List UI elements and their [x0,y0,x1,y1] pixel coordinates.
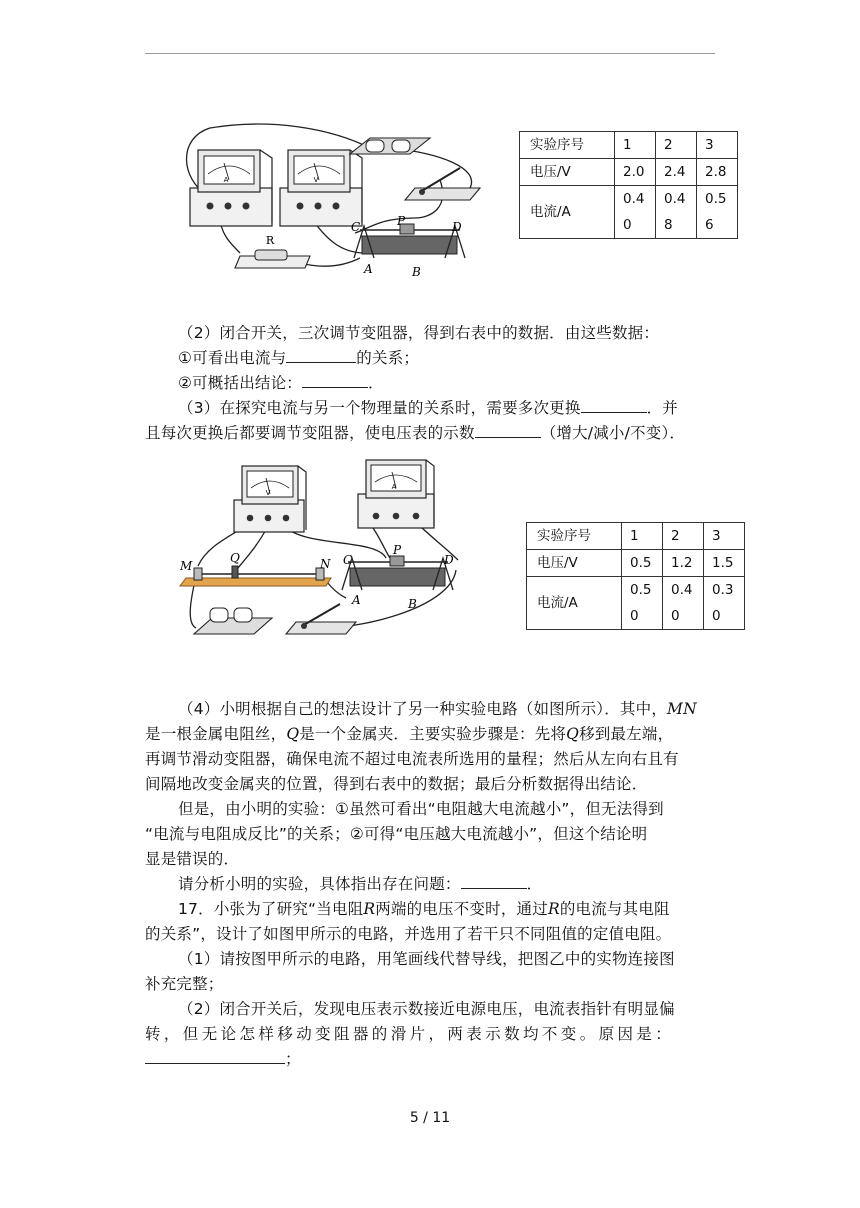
q4-line4: 间隔地改变金属夹的位置，得到右表中的数据；最后分析数据得出结论． [145,775,648,793]
battery-2 [194,608,272,634]
rheostat-1 [351,214,465,279]
q2-item2 [178,371,752,396]
q17-line1 [178,897,752,922]
q17-line1-text-c: 两端的电压不变时，通过 [375,900,548,918]
label-c-2: C [343,553,353,567]
q17-2-line3 [145,1047,719,1072]
data-table-1 [519,131,738,239]
label-b-2: B [408,597,417,611]
answer-blank[interactable] [581,396,647,413]
resistance-wire-mn [179,551,331,586]
table-cell: 0.40 [663,577,704,630]
table-cell: 1 [615,132,656,159]
q3-line2-text-a: 且每次更换后都要调节变阻器，使电压表的示数 [145,424,475,442]
ammeter-2 [358,460,434,528]
table-cell: 2.0 [615,159,656,186]
table-cell: 电流/A [527,577,622,630]
q3-line1-text-b: ．并 [646,399,678,417]
table-cell: 实验序号 [520,132,615,159]
q17-symbol-r-2: R [547,900,560,918]
q4-line3: 再调节滑动变阻器，确保电流不超过电流表所选用的量程；然后从左向右且有 [145,750,679,768]
rheostat-2 [342,543,454,611]
q2-item1-text-b: 的关系； [356,349,420,367]
label-a-1: A [364,262,373,276]
voltmeter-2 [234,466,306,532]
q17-2-line1: （2）闭合开关后，发现电压表示数接近电源电压，电流表指针有明显偏 [178,1000,675,1018]
label-m: M [180,559,193,573]
q17-line1-text-e: 的电流与其电阻 [559,900,670,918]
q2-item2-text-a: ②可概括出结论： [178,374,302,392]
voltmeter-1-label: V [313,176,319,184]
q17-line2: 的关系”，设计了如图甲所示的电路，并选用了若干只不同阻值的定值电阻。 [145,925,672,943]
ammeter-2-label: A [391,483,397,491]
label-r: R [265,234,275,247]
page-number: 5 / 11 [409,1110,451,1126]
answer-blank[interactable] [302,371,368,388]
q2-item1 [178,346,752,371]
voltmeter-1 [280,150,362,226]
q4-line2 [145,722,719,747]
table-cell: 0.50 [622,577,663,630]
table-cell: 0.30 [704,577,745,630]
table-cell: 2 [663,523,704,550]
q3-line1 [178,396,752,421]
q17-1-line1: （1）请按图甲所示的电路，用笔画线代替导线，把图乙中的实物连接图 [178,950,675,968]
data-table-2 [526,522,745,630]
voltmeter-2-label: V [265,489,271,497]
q4-line2-text-a: 是一根金属电阻丝， [145,725,287,743]
q6-line1-text-b: ． [526,875,543,893]
label-p-1: P [397,214,406,228]
q3-line2 [145,421,719,446]
q4-line2-text-e: 移到最左端， [579,725,674,743]
circuit-figure-2 [176,458,466,648]
q5-line3: 显是错误的． [145,850,240,868]
label-n: N [320,557,331,571]
q4-symbol-q-2: Q [566,725,580,743]
q4-line1-text-a: （4）小明根据自己的想法设计了另一种实验电路（如图所示）．其中， [178,700,668,718]
label-b-1: B [412,265,421,279]
table-cell: 1.2 [663,550,704,577]
q6-line1-text-a: 请分析小明的实验，具体指出存在问题： [178,875,461,893]
answer-blank[interactable] [286,346,356,363]
label-c-1: C [351,220,361,234]
table-cell: 1 [622,523,663,550]
table-cell: 电流/A [520,186,615,239]
q4-line1 [178,697,752,722]
table-row [527,577,745,630]
table-cell: 3 [697,132,738,159]
table-cell: 3 [704,523,745,550]
table-cell: 0.56 [697,186,738,239]
answer-blank[interactable] [475,421,541,438]
table-row [527,523,745,550]
q2-line1: （2）闭合开关，三次调节变阻器，得到右表中的数据．由这些数据： [178,324,660,342]
q17-2-line2: 转，但无论怎样移动变阻器的滑片，两表示数均不变。原因是： [145,1025,675,1043]
q4-symbol-mn: MN [667,700,697,718]
q2-item1-text-a: ①可看出电流与 [178,349,287,367]
q4-line2-text-c: 是一个金属夹．主要实验步骤是：先将 [299,725,567,743]
table-cell: 2.8 [697,159,738,186]
q17-symbol-r: R [363,900,376,918]
resistor-r-1 [235,234,310,268]
q17-2-line3-text-b: ； [285,1050,301,1068]
label-a-2: A [352,593,361,607]
q2-item2-text-b: ． [368,374,384,392]
q5-line2: “电流与电阻成反比”的关系；②可得“电压越大电流越小”，但这个结论明 [145,825,648,843]
label-q: Q [230,551,240,565]
table-cell: 2 [656,132,697,159]
label-d-1: D [452,220,462,234]
q17-line1-text-a: 17．小张为了研究“当电阻 [178,900,364,918]
ammeter-1-label: A [223,176,229,184]
q3-line1-text-a: （3）在探究电流与另一个物理量的关系时，需要多次更换 [178,399,581,417]
table-cell: 0.40 [615,186,656,239]
answer-blank[interactable] [145,1047,285,1064]
header-rule [145,53,715,54]
answer-blank[interactable] [461,872,527,889]
table-row [520,132,738,159]
circuit-figure-1 [180,118,490,283]
q17-1-line2: 补充完整； [145,975,224,993]
label-p-2: P [393,543,402,557]
table-cell: 0.48 [656,186,697,239]
table-cell: 电压/V [520,159,615,186]
table-row [527,550,745,577]
table-cell: 电压/V [527,550,622,577]
ammeter-1 [190,150,272,226]
q5-line1: 但是，由小明的实验：①虽然可看出“电阻越大电流越小”，但无法得到 [178,800,664,818]
table-row [520,159,738,186]
table-cell: 2.4 [656,159,697,186]
table-cell: 1.5 [704,550,745,577]
q6-line1 [178,872,752,897]
switch-2 [286,604,356,634]
q3-line2-text-b: （增大/减小/不变）． [540,424,686,442]
q4-symbol-q: Q [286,725,300,743]
switch-1 [405,168,480,200]
table-cell: 实验序号 [527,523,622,550]
label-d-2: D [444,553,454,567]
table-cell: 0.5 [622,550,663,577]
table-row [520,186,738,239]
